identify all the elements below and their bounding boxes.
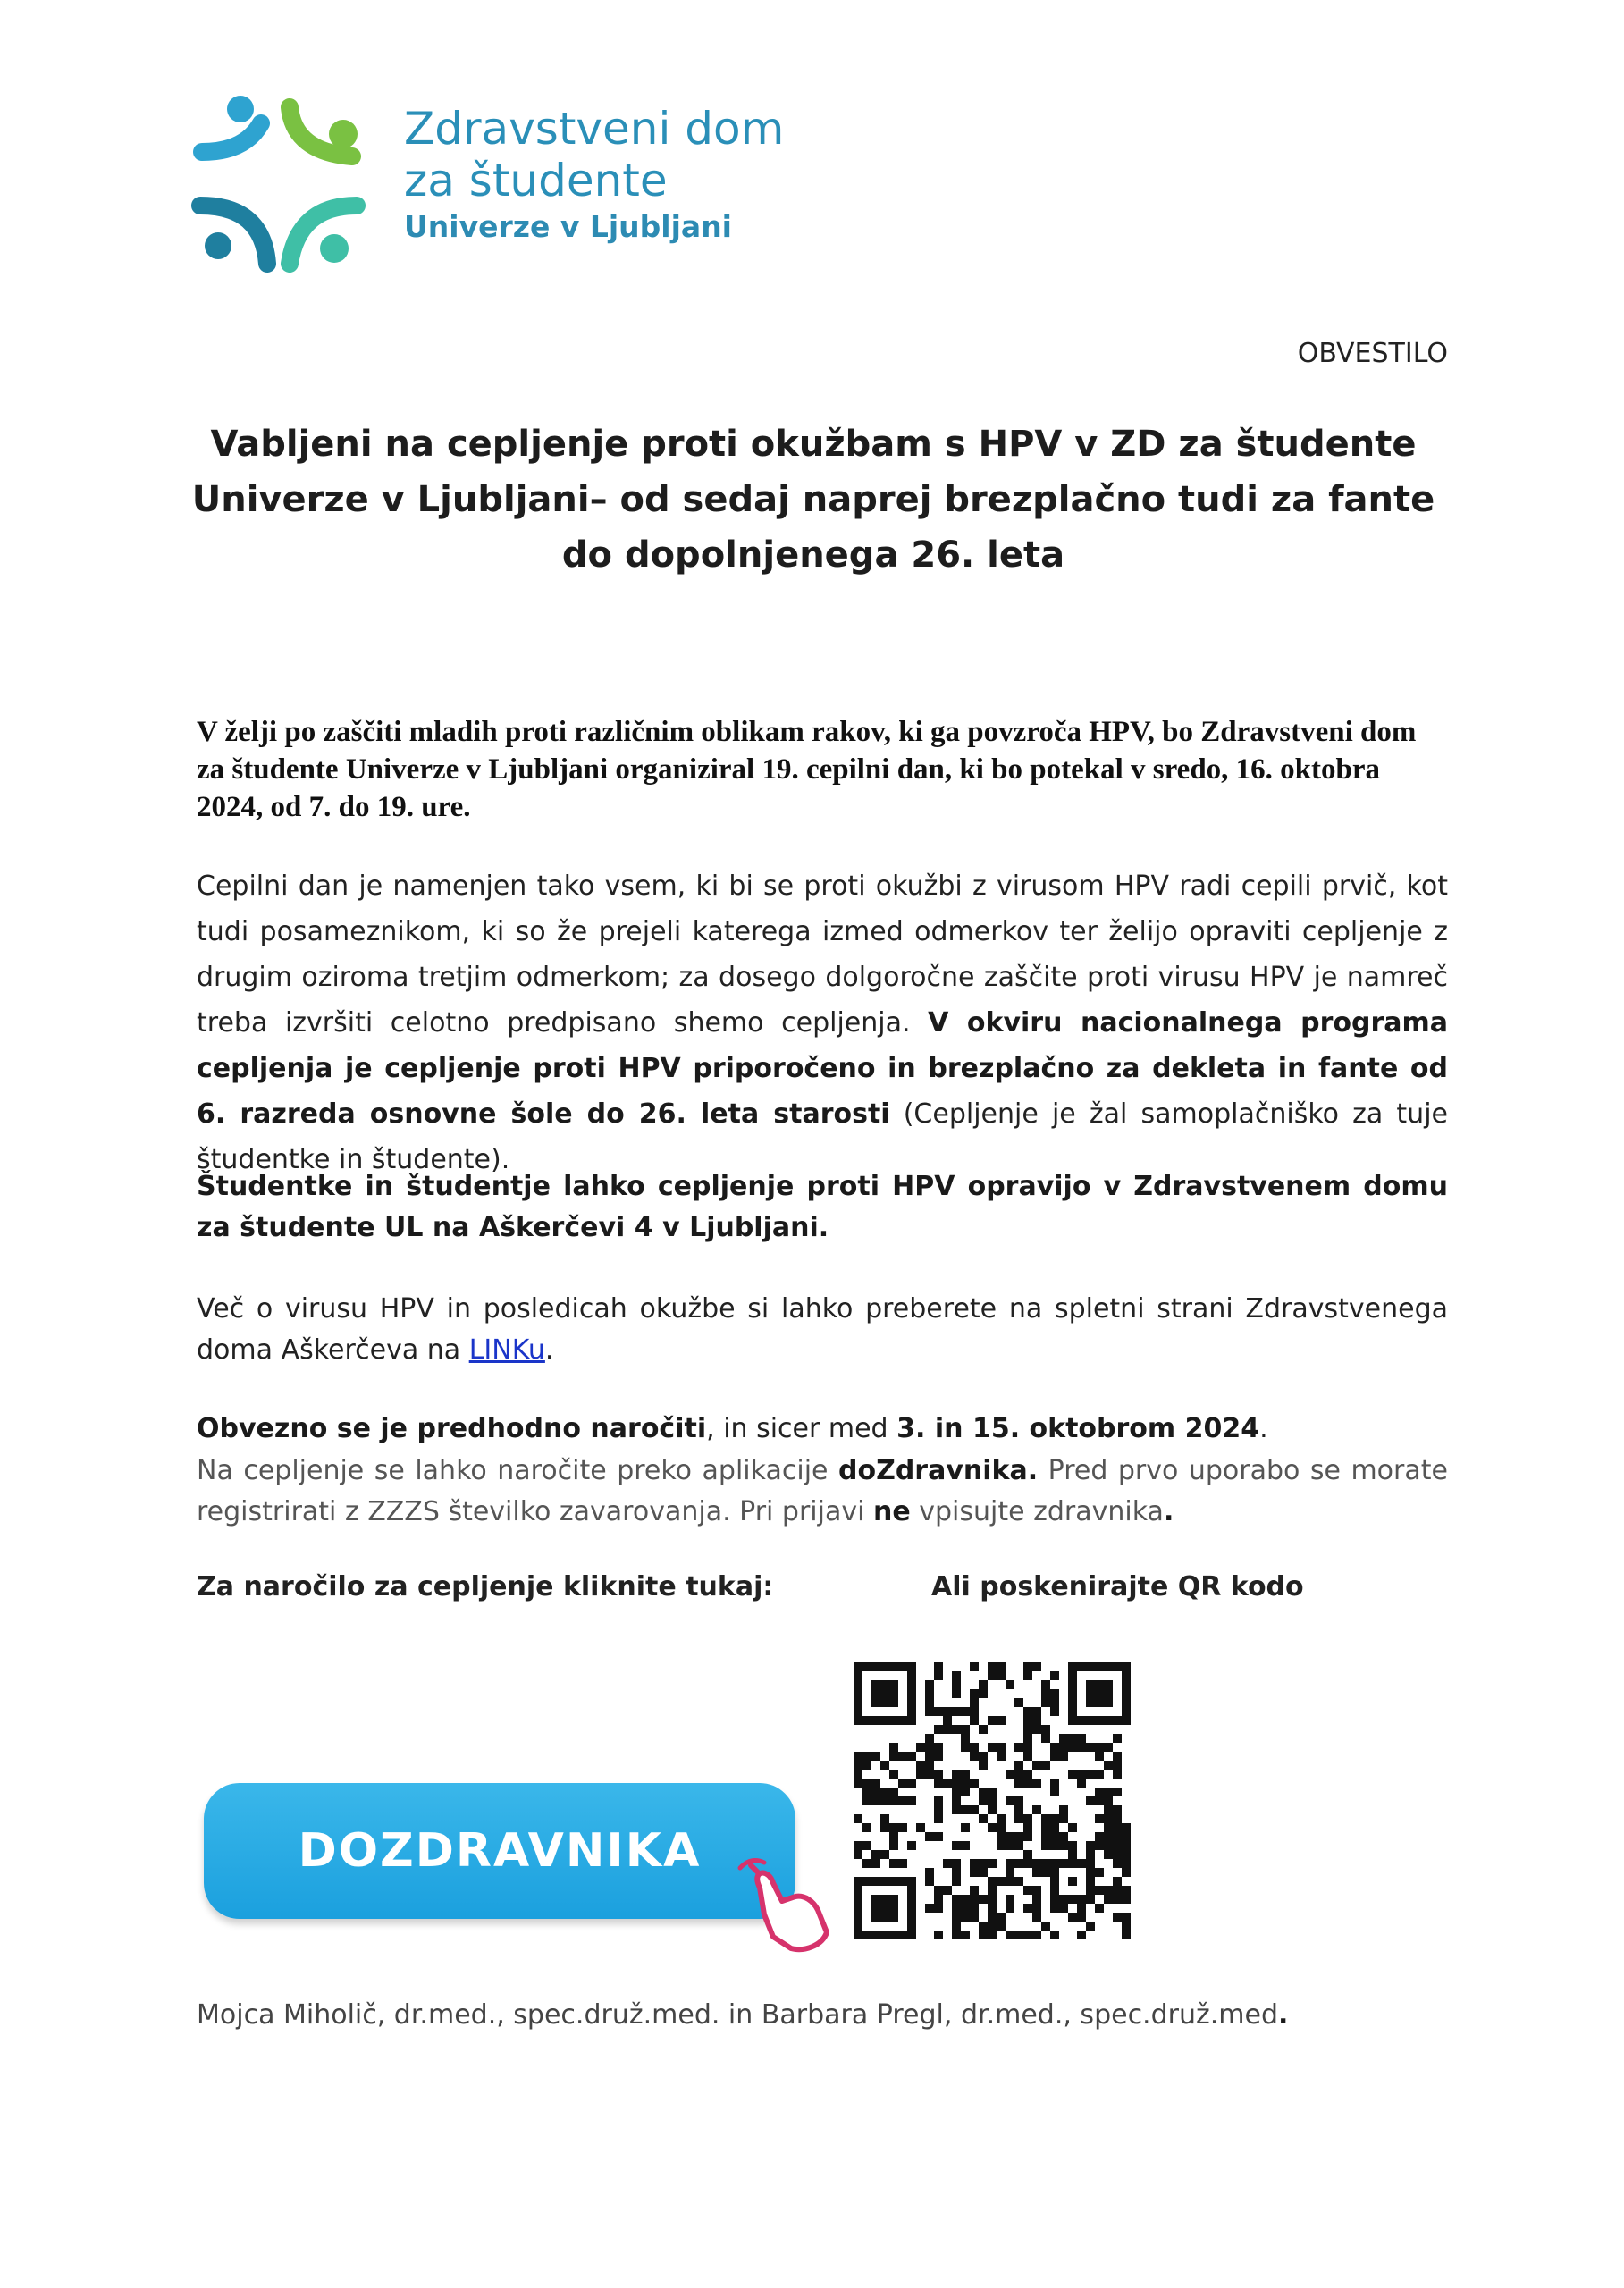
para1-tail: (Cepljenje je žal samoplačniško za tuje študentke in študente).	[197, 1098, 1448, 1175]
para4-text2: .	[1259, 1413, 1268, 1444]
para4b-text1: Na cepljenje se lahko naročite preko aplikacije	[197, 1455, 838, 1486]
dozdravnika-button-label: DOZDRAVNIKA	[298, 1824, 702, 1878]
qr-label: Ali poskenirajte QR kodo	[931, 1571, 1304, 1602]
dozdravnika-button[interactable]	[204, 1783, 795, 1919]
para4b-bold2: ne	[872, 1496, 911, 1527]
signature-line	[197, 1999, 1288, 2031]
para1-text: Cepilni dan je namenjen tako vsem, ki bi se proti okužbi z virusom HPV radi cepili prvič, kot tudi posameznikom, ki so že prejeli katerega izmed odmerkov ter želijo opraviti cepljenje z drugim oziroma tretjim odmerkom; za dosego dolgoročne zaščite proti virusu HPV je namreč treba izvršiti celotno predpisano shemo cepljenja.	[197, 871, 1448, 1039]
booking-deadline-paragraph	[197, 1409, 1448, 1450]
para3-text: Več o virusu HPV in posledicah okužbe si lahko preberete na spletni strani Zdravstvenega doma Aškerčeva na	[197, 1293, 1448, 1366]
info-paragraph-1	[197, 863, 1448, 1182]
signature-bold: .	[1278, 1999, 1289, 2031]
location-paragraph: Študentke in študentje lahko cepljenje proti HPV opravijo v Zdravstvenem domu za študente UL na Aškerčevi 4 v Ljubljani.	[197, 1171, 1448, 1243]
info-link-paragraph	[197, 1289, 1448, 1371]
booking-app-paragraph	[197, 1451, 1448, 1533]
para4b-text2: Pred prvo uporabo se morate registrirati z ZZZS številko zavarovanja. Pri prijavi	[197, 1455, 1448, 1527]
order-label: Za naročilo za cepljenje kliknite tukaj:	[197, 1571, 774, 1602]
para4-text1: , in sicer med	[706, 1413, 897, 1444]
para4b-bold3: .	[1163, 1496, 1174, 1527]
para3-tail: .	[544, 1334, 554, 1366]
signature-text: Mojca Miholič, dr.med., spec.druž.med. in Barbara Pregl, dr.med., spec.druž.med	[197, 1999, 1278, 2031]
page-title: Vabljeni na cepljenje proti okužbam s HPV v ZD za študente Univerze v Ljubljani– od sedaj naprej brezplačno tudi za fante do dopolnjenega 26. leta	[191, 424, 1435, 576]
pointing-hand-icon	[733, 1852, 840, 1959]
para4b-text3: vpisujte zdravnika	[910, 1496, 1164, 1527]
logo-text-line2: za študente	[404, 155, 668, 206]
para4b-bold1: doZdravnika.	[837, 1455, 1039, 1486]
logo-mark-icon	[191, 89, 370, 277]
para1-bold: V okviru nacionalnega programa cepljenja je cepljenje proti HPV priporočeno in brezplačno za dekleta in fante od 6. razreda osnovne šole do 26. leta starosti	[197, 1007, 1448, 1130]
logo-text-line3: Univerze v Ljubljani	[404, 209, 732, 244]
qr-code	[854, 1662, 1131, 1939]
notice-label: OBVESTILO	[1297, 338, 1448, 369]
logo-text-line1: Zdravstveni dom	[404, 103, 785, 155]
info-link[interactable]: LINKu	[468, 1334, 545, 1366]
para4-bold2: 3. in 15. oktobrom 2024	[896, 1413, 1260, 1444]
intro-paragraph: V želji po zaščiti mladih proti različnim oblikam rakov, ki ga povzroča HPV, bo Zdravstveni dom za študente Univerze v Ljubljani organiziral 19. cepilni dan, ki bo potekal v sredo, 16. oktobra 2024, od 7. do 19. ure.	[197, 716, 1417, 823]
para4-bold1: Obvezno se je predhodno naročiti	[197, 1413, 707, 1444]
